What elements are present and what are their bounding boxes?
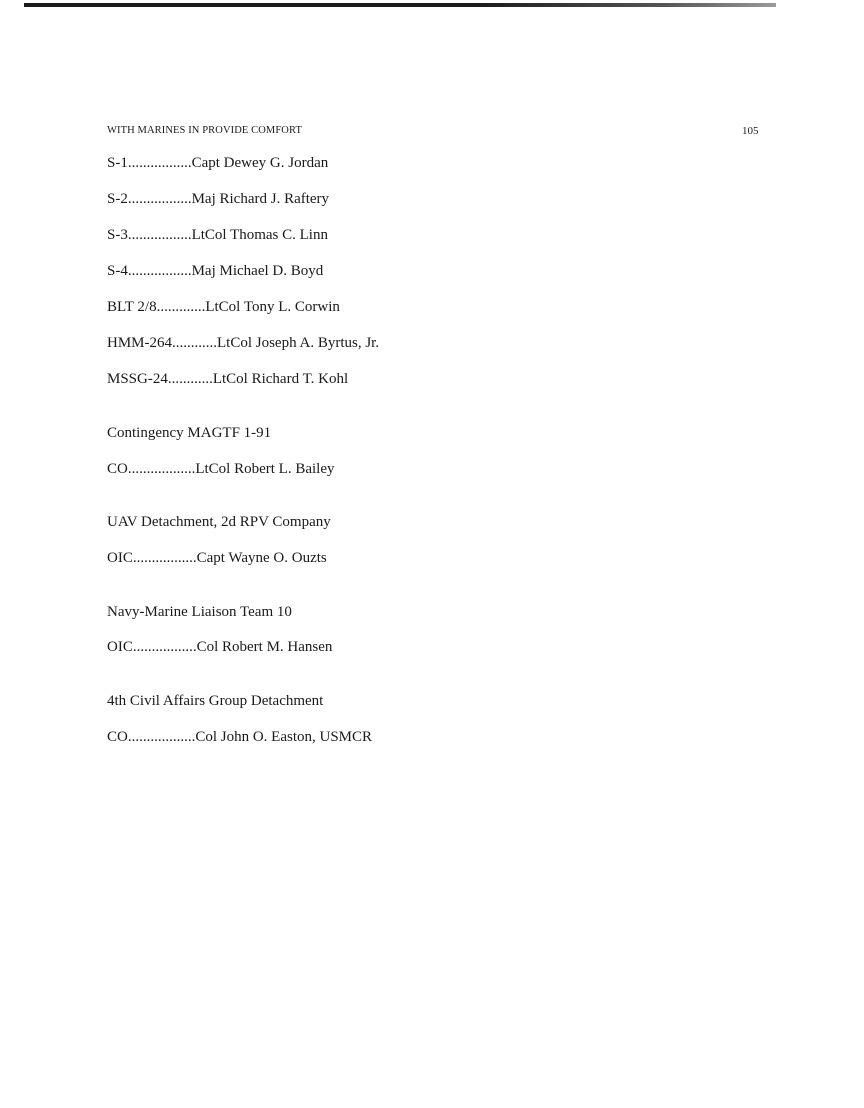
roster-line-s2: S-2.................Maj Richard J. Raftery: [107, 191, 330, 207]
roster-line-s4: S-4.................Maj Michael D. Boyd: [107, 263, 324, 279]
top-rule: [24, 3, 776, 7]
roster-line-blt: BLT 2/8.............LtCol Tony L. Corwin: [107, 299, 340, 315]
page-number: 105: [742, 125, 759, 137]
unit-heading-magtf: Contingency MAGTF 1-91: [107, 425, 272, 441]
unit-heading-civil-affairs: 4th Civil Affairs Group Detachment: [107, 693, 324, 709]
roster-line-hmm: HMM-264............LtCol Joseph A. Byrtus, Jr.: [107, 335, 380, 351]
roster-line-magtf-co: CO..................LtCol Robert L. Bailey: [107, 461, 335, 477]
unit-heading-uav: UAV Detachment, 2d RPV Company: [107, 514, 331, 530]
unit-heading-liaison: Navy-Marine Liaison Team 10: [107, 604, 292, 620]
roster-line-mssg: MSSG-24............LtCol Richard T. Kohl: [107, 371, 349, 387]
running-head: WITH MARINES IN PROVIDE COMFORT: [107, 125, 302, 136]
roster-line-liaison-oic: OIC.................Col Robert M. Hansen: [107, 639, 333, 655]
roster-line-civil-affairs-co: CO..................Col John O. Easton, USMCR: [107, 729, 373, 745]
roster-line-uav-oic: OIC.................Capt Wayne O. Ouzts: [107, 550, 327, 566]
roster-line-s1: S-1.................Capt Dewey G. Jordan: [107, 155, 329, 171]
roster-line-s3: S-3.................LtCol Thomas C. Linn: [107, 227, 328, 243]
